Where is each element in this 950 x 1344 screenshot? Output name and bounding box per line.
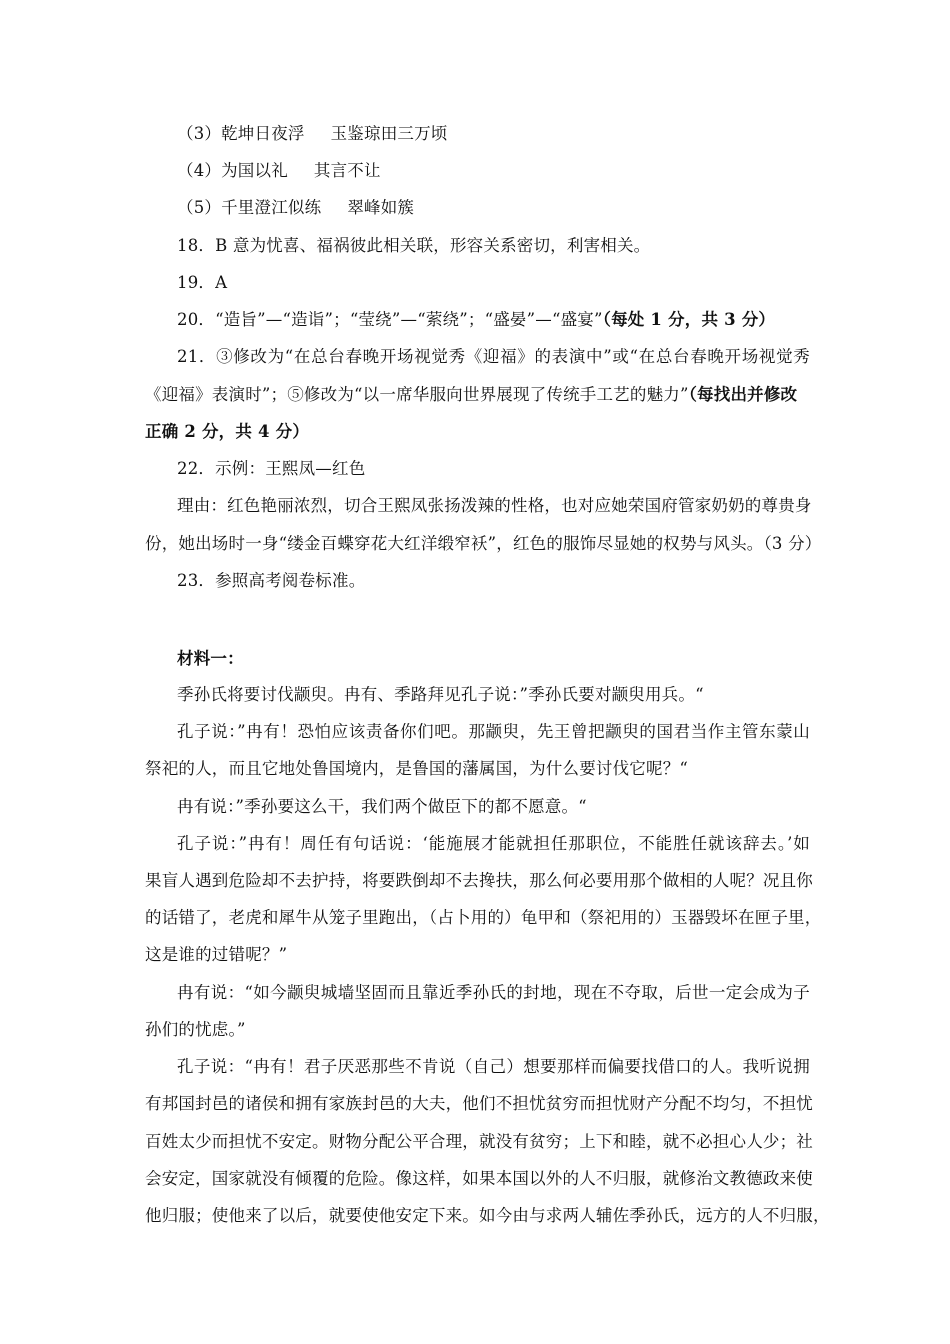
material-line: 孔子说：”冉有！周任有句话说：‘能施展才能就担任那职位，不能胜任就该辞去。’如 — [177, 834, 810, 853]
answer-22-reason-line-2: 份，她出场时一身“缕金百蝶穿花大红洋缎窄袄”，红色的服饰尽显她的权势与风头。（3 分） — [145, 534, 822, 553]
answer-21-line-2 — [145, 384, 810, 406]
material-line: 冉有说：”季孙要这么干，我们两个做臣下的都不愿意。“ — [177, 797, 587, 816]
material-line: 这是谁的过错呢？” — [145, 945, 288, 964]
material-line: 孔子说：”冉有！恐怕应该责备你们吧。那颛臾，先王曾把颛臾的国君当作主管东蒙山 — [177, 722, 810, 741]
answer-21-text: 《迎福》表演时”；⑤修改为“以一席华服向世界展现了传统手工艺的魅力” — [145, 385, 689, 404]
answer-17-4-second: 其言不让 — [313, 161, 381, 180]
material-line: 祭祀的人，而且它地处鲁国境内，是鲁国的藩属国，为什么要讨伐它呢？“ — [145, 759, 689, 778]
material-line: 孔子说：“冉有！君子厌恶那些不肯说（自己）想要那样而偏要找借口的人。我听说拥 — [177, 1057, 810, 1076]
answer-17-3 — [177, 123, 810, 145]
answer-17-4 — [177, 160, 810, 182]
material-line: 季孙氏将要讨伐颛臾。冉有、季路拜见孔子说：”季孙氏要对颛臾用兵。“ — [177, 685, 704, 704]
material-line: 会安定，国家就没有倾覆的危险。像这样，如果本国以外的人不归服，就修治文教德政来使 — [145, 1169, 813, 1188]
answer-23: 23．参照高考阅卷标准。 — [177, 571, 366, 590]
answer-21-score: （每找出并修改 — [688, 385, 798, 404]
material-line: 冉有说：“如今颛臾城墙坚固而且靠近季孙氏的封地，现在不夺取，后世一定会成为子 — [177, 983, 810, 1002]
answer-19: 19．A — [177, 273, 228, 292]
answer-17-3-second: 玉鉴琼田三万顷 — [330, 124, 448, 143]
answer-17-4-first: （4）为国以礼 — [177, 161, 288, 180]
material-line: 有邦国封邑的诸侯和拥有家族封邑的大夫，他们不担忧贫穷而担忧财产分配不均匀，不担忧 — [145, 1094, 813, 1113]
answer-20-text: 20．“造旨”—“造诣”；“莹绕”—“萦绕”；“盛晏”—“盛宴” — [177, 310, 603, 329]
answer-20 — [177, 309, 810, 331]
answer-17-3-first: （3）乾坤日夜浮 — [177, 124, 305, 143]
answer-17-5 — [177, 197, 810, 219]
material-line: 他归服；使他来了以后，就要使他安定下来。如今由与求两人辅佐季孙氏，远方的人不归服， — [145, 1206, 830, 1225]
answer-17-5-second: 翠峰如簇 — [347, 198, 415, 217]
material-line: 百姓太少而担忧不安定。财物分配公平合理，就没有贫穷；上下和睦，就不必担心人少；社 — [145, 1132, 813, 1151]
answer-22-example: 22．示例：王熙凤—红色 — [177, 459, 366, 478]
answer-21-line-3: 正确 2 分，共 4 分） — [145, 422, 310, 441]
answer-20-score: （每处 1 分，共 3 分） — [602, 310, 776, 329]
answer-17-5-first: （5）千里澄江似练 — [177, 198, 322, 217]
answer-18: 18．B 意为忧喜、福祸彼此相关联，形容关系密切，利害相关。 — [177, 236, 651, 255]
answer-21-line-1: 21．③修改为“在总台春晚开场视觉秀《迎福》的表演中”或“在总台春晚开场视觉秀 — [177, 347, 810, 366]
material-line: 果盲人遇到危险却不去护持，将要跌倒却不去搀扶，那么何必要用那个做相的人呢？况且你 — [145, 871, 813, 890]
material-line: 的话错了，老虎和犀牛从笼子里跑出，（占卜用的）龟甲和（祭祀用的）玉器毁坏在匣子里， — [145, 908, 822, 927]
material-heading: 材料一： — [177, 649, 244, 668]
material-line: 孙们的忧虑。” — [145, 1020, 246, 1039]
answer-22-reason-line-1: 理由：红色艳丽浓烈，切合王熙凤张扬泼辣的性格，也对应她荣国府管家奶奶的尊贵身 — [177, 496, 812, 515]
